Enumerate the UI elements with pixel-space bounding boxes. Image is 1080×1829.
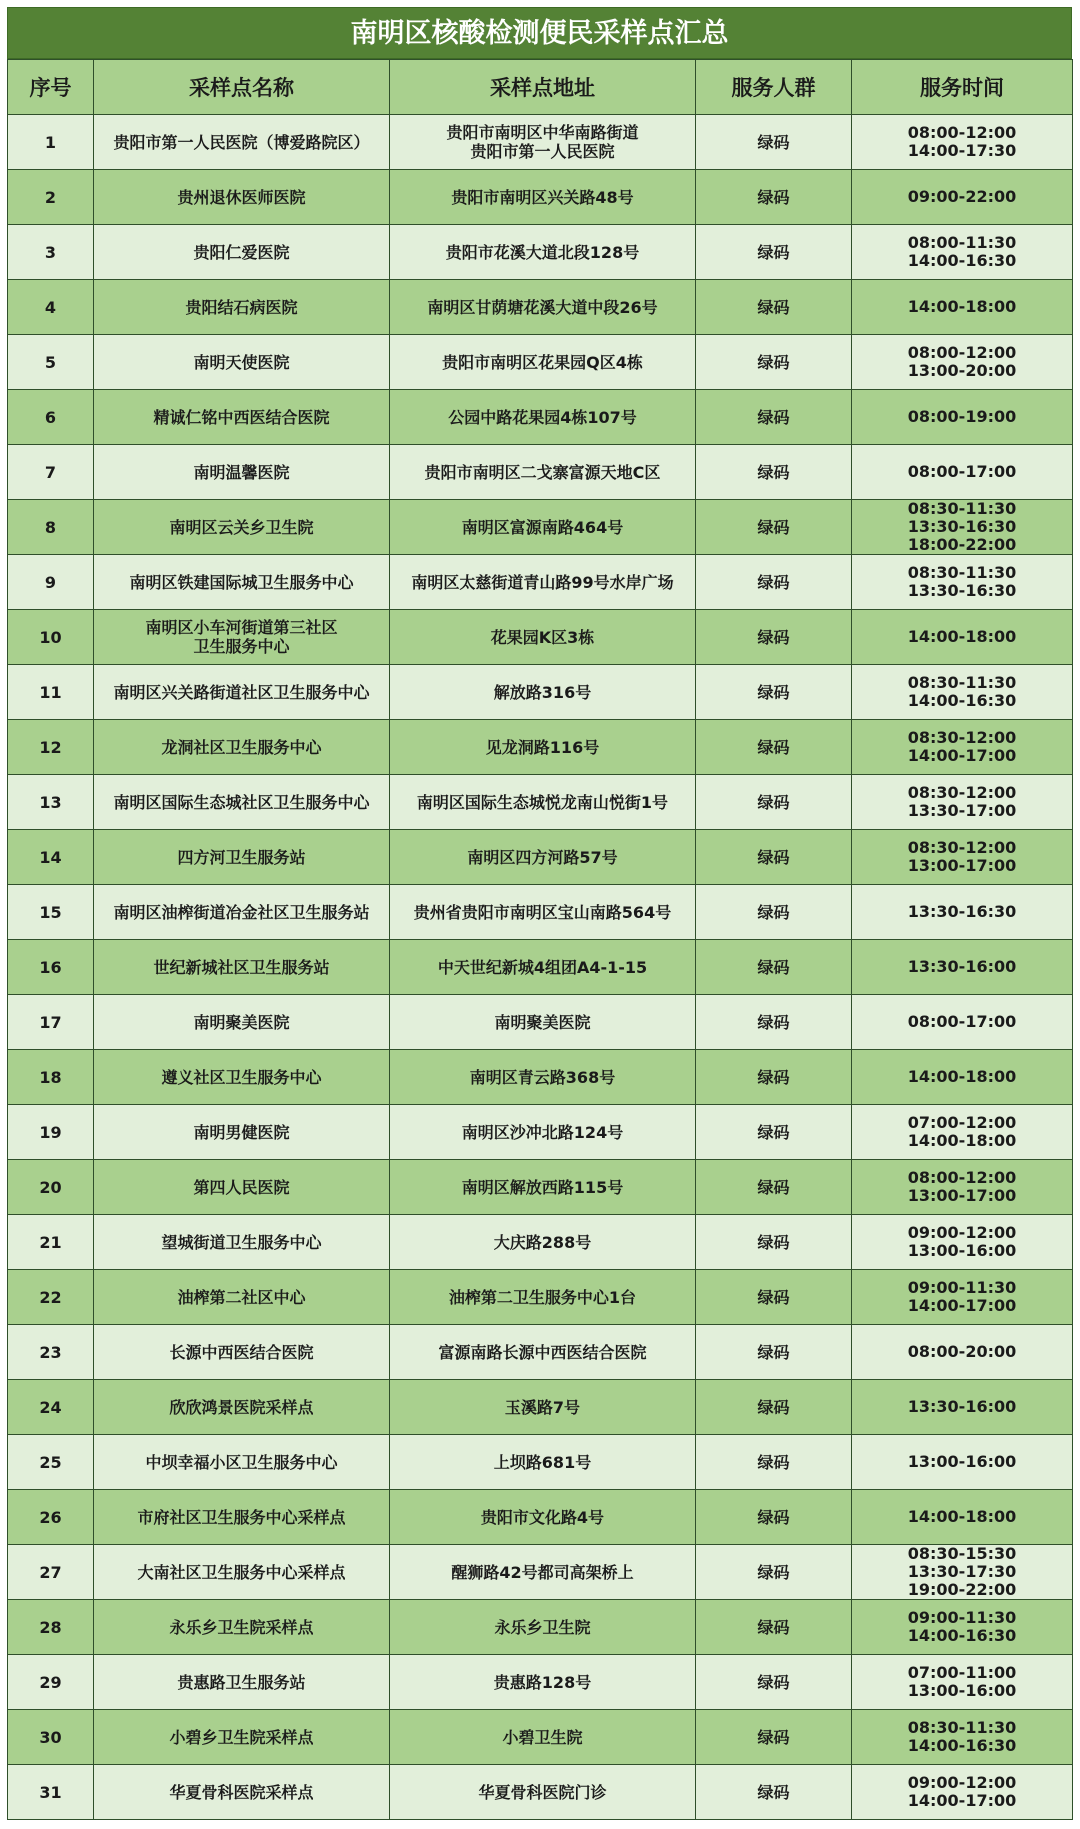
table-row <box>8 1270 1073 1325</box>
cell-service-group: 绿码 <box>696 665 852 720</box>
cell-service-group: 绿码 <box>696 995 852 1050</box>
table-row <box>8 280 1073 335</box>
cell-service-time: 08:00-11:30 14:00-16:30 <box>852 225 1073 280</box>
table-row <box>8 1545 1073 1600</box>
cell-service-group: 绿码 <box>696 115 852 170</box>
cell-site-name: 大南社区卫生服务中心采样点 <box>94 1545 390 1600</box>
table-row <box>8 1435 1073 1490</box>
table-row <box>8 1105 1073 1160</box>
cell-number: 10 <box>8 610 94 665</box>
cell-service-group: 绿码 <box>696 1490 852 1545</box>
table-row <box>8 1655 1073 1710</box>
cell-number: 11 <box>8 665 94 720</box>
cell-number: 4 <box>8 280 94 335</box>
cell-service-time: 09:00-22:00 <box>852 170 1073 225</box>
cell-number: 9 <box>8 555 94 610</box>
table-row <box>8 115 1073 170</box>
cell-site-name: 贵惠路卫生服务站 <box>94 1655 390 1710</box>
cell-service-group: 绿码 <box>696 1160 852 1215</box>
table-row <box>8 1710 1073 1765</box>
cell-site-address: 华夏骨科医院门诊 <box>390 1765 696 1820</box>
cell-number: 28 <box>8 1600 94 1655</box>
sampling-points-sheet <box>7 7 1072 1820</box>
table-row <box>8 390 1073 445</box>
cell-service-group: 绿码 <box>696 500 852 555</box>
cell-site-name: 永乐乡卫生院采样点 <box>94 1600 390 1655</box>
cell-service-group: 绿码 <box>696 1435 852 1490</box>
table-row <box>8 885 1073 940</box>
cell-number: 8 <box>8 500 94 555</box>
cell-service-time: 08:00-19:00 <box>852 390 1073 445</box>
cell-service-time: 08:00-17:00 <box>852 995 1073 1050</box>
cell-number: 17 <box>8 995 94 1050</box>
cell-number: 1 <box>8 115 94 170</box>
cell-site-address: 南明区太慈街道青山路99号水岸广场 <box>390 555 696 610</box>
cell-service-time: 09:00-12:00 13:00-16:00 <box>852 1215 1073 1270</box>
cell-site-name: 南明区小车河街道第三社区 卫生服务中心 <box>94 610 390 665</box>
cell-service-group: 绿码 <box>696 1105 852 1160</box>
table-row <box>8 1490 1073 1545</box>
cell-site-name: 油榨第二社区中心 <box>94 1270 390 1325</box>
cell-number: 23 <box>8 1325 94 1380</box>
cell-service-time: 09:00-11:30 14:00-16:30 <box>852 1600 1073 1655</box>
cell-site-address: 贵阳市南明区中华南路街道 贵阳市第一人民医院 <box>390 115 696 170</box>
cell-number: 16 <box>8 940 94 995</box>
cell-service-time: 08:30-12:00 14:00-17:00 <box>852 720 1073 775</box>
cell-service-time: 09:00-12:00 14:00-17:00 <box>852 1765 1073 1820</box>
cell-site-address: 公园中路花果园4栋107号 <box>390 390 696 445</box>
cell-site-address: 南明区甘荫塘花溪大道中段26号 <box>390 280 696 335</box>
cell-service-group: 绿码 <box>696 1050 852 1105</box>
cell-site-address: 玉溪路7号 <box>390 1380 696 1435</box>
cell-service-time: 14:00-18:00 <box>852 1490 1073 1545</box>
cell-service-group: 绿码 <box>696 1765 852 1820</box>
cell-site-address: 南明区国际生态城悦龙南山悦街1号 <box>390 775 696 830</box>
cell-service-time: 08:00-17:00 <box>852 445 1073 500</box>
cell-site-address: 贵阳市南明区兴关路48号 <box>390 170 696 225</box>
cell-number: 15 <box>8 885 94 940</box>
table-row <box>8 940 1073 995</box>
cell-site-address: 永乐乡卫生院 <box>390 1600 696 1655</box>
cell-number: 22 <box>8 1270 94 1325</box>
cell-service-group: 绿码 <box>696 390 852 445</box>
cell-site-name: 南明区铁建国际城卫生服务中心 <box>94 555 390 610</box>
cell-service-group: 绿码 <box>696 1600 852 1655</box>
cell-site-name: 市府社区卫生服务中心采样点 <box>94 1490 390 1545</box>
cell-number: 30 <box>8 1710 94 1765</box>
cell-number: 13 <box>8 775 94 830</box>
cell-site-address: 见龙洞路116号 <box>390 720 696 775</box>
cell-site-name: 贵阳仁爱医院 <box>94 225 390 280</box>
cell-site-name: 龙洞社区卫生服务中心 <box>94 720 390 775</box>
table-row <box>8 830 1073 885</box>
cell-service-group: 绿码 <box>696 225 852 280</box>
table-row <box>8 1160 1073 1215</box>
cell-site-name: 南明区油榨街道冶金社区卫生服务站 <box>94 885 390 940</box>
cell-number: 19 <box>8 1105 94 1160</box>
cell-site-address: 醒狮路42号都司高架桥上 <box>390 1545 696 1600</box>
cell-service-time: 13:00-16:00 <box>852 1435 1073 1490</box>
cell-site-address: 南明区解放西路115号 <box>390 1160 696 1215</box>
cell-site-name: 南明男健医院 <box>94 1105 390 1160</box>
cell-number: 31 <box>8 1765 94 1820</box>
cell-number: 14 <box>8 830 94 885</box>
table-row <box>8 775 1073 830</box>
cell-site-address: 上坝路681号 <box>390 1435 696 1490</box>
cell-number: 12 <box>8 720 94 775</box>
cell-number: 21 <box>8 1215 94 1270</box>
cell-number: 29 <box>8 1655 94 1710</box>
sheet-title: 南明区核酸检测便民采样点汇总 <box>7 7 1072 59</box>
cell-number: 5 <box>8 335 94 390</box>
cell-site-address: 南明区青云路368号 <box>390 1050 696 1105</box>
table-row <box>8 1325 1073 1380</box>
cell-service-group: 绿码 <box>696 335 852 390</box>
cell-service-time: 08:00-12:00 14:00-17:30 <box>852 115 1073 170</box>
header-number: 序号 <box>8 60 94 115</box>
cell-service-group: 绿码 <box>696 830 852 885</box>
cell-number: 2 <box>8 170 94 225</box>
cell-number: 18 <box>8 1050 94 1105</box>
cell-service-group: 绿码 <box>696 1655 852 1710</box>
header-row <box>8 60 1073 115</box>
cell-site-name: 中坝幸福小区卫生服务中心 <box>94 1435 390 1490</box>
cell-service-group: 绿码 <box>696 1215 852 1270</box>
cell-site-address: 贵阳市南明区花果园Q区4栋 <box>390 335 696 390</box>
header-service-time: 服务时间 <box>852 60 1073 115</box>
cell-site-address: 解放路316号 <box>390 665 696 720</box>
cell-service-group: 绿码 <box>696 885 852 940</box>
cell-site-address: 中天世纪新城4组团A4-1-15 <box>390 940 696 995</box>
header-site-address: 采样点地址 <box>390 60 696 115</box>
cell-site-name: 南明区兴关路街道社区卫生服务中心 <box>94 665 390 720</box>
cell-service-group: 绿码 <box>696 775 852 830</box>
cell-service-group: 绿码 <box>696 555 852 610</box>
cell-site-name: 华夏骨科医院采样点 <box>94 1765 390 1820</box>
cell-service-group: 绿码 <box>696 720 852 775</box>
cell-number: 27 <box>8 1545 94 1600</box>
table-row <box>8 1215 1073 1270</box>
cell-site-name: 南明聚美医院 <box>94 995 390 1050</box>
cell-site-address: 大庆路288号 <box>390 1215 696 1270</box>
table-row <box>8 610 1073 665</box>
cell-site-address: 南明区富源南路464号 <box>390 500 696 555</box>
cell-service-time: 13:30-16:30 <box>852 885 1073 940</box>
cell-service-time: 08:00-12:00 13:00-17:00 <box>852 1160 1073 1215</box>
cell-number: 25 <box>8 1435 94 1490</box>
cell-service-time: 14:00-18:00 <box>852 610 1073 665</box>
cell-service-time: 09:00-11:30 14:00-17:00 <box>852 1270 1073 1325</box>
cell-service-time: 08:00-12:00 13:00-20:00 <box>852 335 1073 390</box>
cell-number: 24 <box>8 1380 94 1435</box>
table-row <box>8 1380 1073 1435</box>
cell-service-time: 08:30-11:30 13:30-16:30 <box>852 555 1073 610</box>
cell-service-time: 07:00-11:00 13:00-16:00 <box>852 1655 1073 1710</box>
cell-site-name: 欣欣鸿景医院采样点 <box>94 1380 390 1435</box>
cell-site-name: 望城街道卫生服务中心 <box>94 1215 390 1270</box>
cell-service-time: 14:00-18:00 <box>852 1050 1073 1105</box>
cell-service-time: 14:00-18:00 <box>852 280 1073 335</box>
table-row <box>8 995 1073 1050</box>
cell-service-time: 08:00-20:00 <box>852 1325 1073 1380</box>
cell-service-group: 绿码 <box>696 445 852 500</box>
cell-site-name: 小碧乡卫生院采样点 <box>94 1710 390 1765</box>
cell-site-name: 南明区云关乡卫生院 <box>94 500 390 555</box>
cell-service-time: 08:30-15:30 13:30-17:30 19:00-22:00 <box>852 1545 1073 1600</box>
cell-number: 7 <box>8 445 94 500</box>
cell-service-time: 13:30-16:00 <box>852 1380 1073 1435</box>
cell-site-address: 南明聚美医院 <box>390 995 696 1050</box>
cell-service-time: 08:30-11:30 14:00-16:30 <box>852 665 1073 720</box>
cell-site-name: 南明区国际生态城社区卫生服务中心 <box>94 775 390 830</box>
table-row <box>8 170 1073 225</box>
cell-site-name: 贵州退休医师医院 <box>94 170 390 225</box>
cell-site-address: 贵惠路128号 <box>390 1655 696 1710</box>
table-row <box>8 1600 1073 1655</box>
cell-site-address: 贵州省贵阳市南明区宝山南路564号 <box>390 885 696 940</box>
cell-site-name: 第四人民医院 <box>94 1160 390 1215</box>
cell-service-time: 08:30-11:30 13:30-16:30 18:00-22:00 <box>852 500 1073 555</box>
cell-site-name: 世纪新城社区卫生服务站 <box>94 940 390 995</box>
cell-site-name: 贵阳市第一人民医院（博爱路院区） <box>94 115 390 170</box>
cell-site-name: 长源中西医结合医院 <box>94 1325 390 1380</box>
cell-site-name: 南明温馨医院 <box>94 445 390 500</box>
cell-site-address: 南明区沙冲北路124号 <box>390 1105 696 1160</box>
cell-site-name: 遵义社区卫生服务中心 <box>94 1050 390 1105</box>
cell-number: 26 <box>8 1490 94 1545</box>
cell-site-address: 南明区四方河路57号 <box>390 830 696 885</box>
cell-service-group: 绿码 <box>696 1325 852 1380</box>
table-row <box>8 1765 1073 1820</box>
cell-site-name: 精诚仁铭中西医结合医院 <box>94 390 390 445</box>
table-row <box>8 225 1073 280</box>
cell-service-time: 08:30-12:00 13:30-17:00 <box>852 775 1073 830</box>
cell-site-name: 贵阳结石病医院 <box>94 280 390 335</box>
cell-site-address: 花果园K区3栋 <box>390 610 696 665</box>
cell-site-name: 南明天使医院 <box>94 335 390 390</box>
cell-service-group: 绿码 <box>696 610 852 665</box>
table-row <box>8 665 1073 720</box>
cell-service-time: 13:30-16:00 <box>852 940 1073 995</box>
table-row <box>8 500 1073 555</box>
cell-service-group: 绿码 <box>696 1270 852 1325</box>
cell-service-group: 绿码 <box>696 170 852 225</box>
table-row <box>8 1050 1073 1105</box>
cell-service-group: 绿码 <box>696 1710 852 1765</box>
cell-service-time: 08:30-11:30 14:00-16:30 <box>852 1710 1073 1765</box>
cell-site-address: 贵阳市南明区二戈寨富源天地C区 <box>390 445 696 500</box>
sampling-points-table <box>7 59 1073 1820</box>
cell-number: 3 <box>8 225 94 280</box>
cell-number: 20 <box>8 1160 94 1215</box>
cell-service-group: 绿码 <box>696 280 852 335</box>
cell-site-address: 贵阳市文化路4号 <box>390 1490 696 1545</box>
cell-service-time: 07:00-12:00 14:00-18:00 <box>852 1105 1073 1160</box>
cell-service-group: 绿码 <box>696 1545 852 1600</box>
header-service-group: 服务人群 <box>696 60 852 115</box>
table-row <box>8 555 1073 610</box>
cell-site-address: 贵阳市花溪大道北段128号 <box>390 225 696 280</box>
table-row <box>8 720 1073 775</box>
table-row <box>8 335 1073 390</box>
cell-service-group: 绿码 <box>696 940 852 995</box>
cell-service-group: 绿码 <box>696 1380 852 1435</box>
cell-site-address: 小碧卫生院 <box>390 1710 696 1765</box>
cell-site-address: 富源南路长源中西医结合医院 <box>390 1325 696 1380</box>
cell-number: 6 <box>8 390 94 445</box>
header-site-name: 采样点名称 <box>94 60 390 115</box>
cell-site-address: 油榨第二卫生服务中心1台 <box>390 1270 696 1325</box>
cell-site-name: 四方河卫生服务站 <box>94 830 390 885</box>
cell-service-time: 08:30-12:00 13:00-17:00 <box>852 830 1073 885</box>
table-row <box>8 445 1073 500</box>
